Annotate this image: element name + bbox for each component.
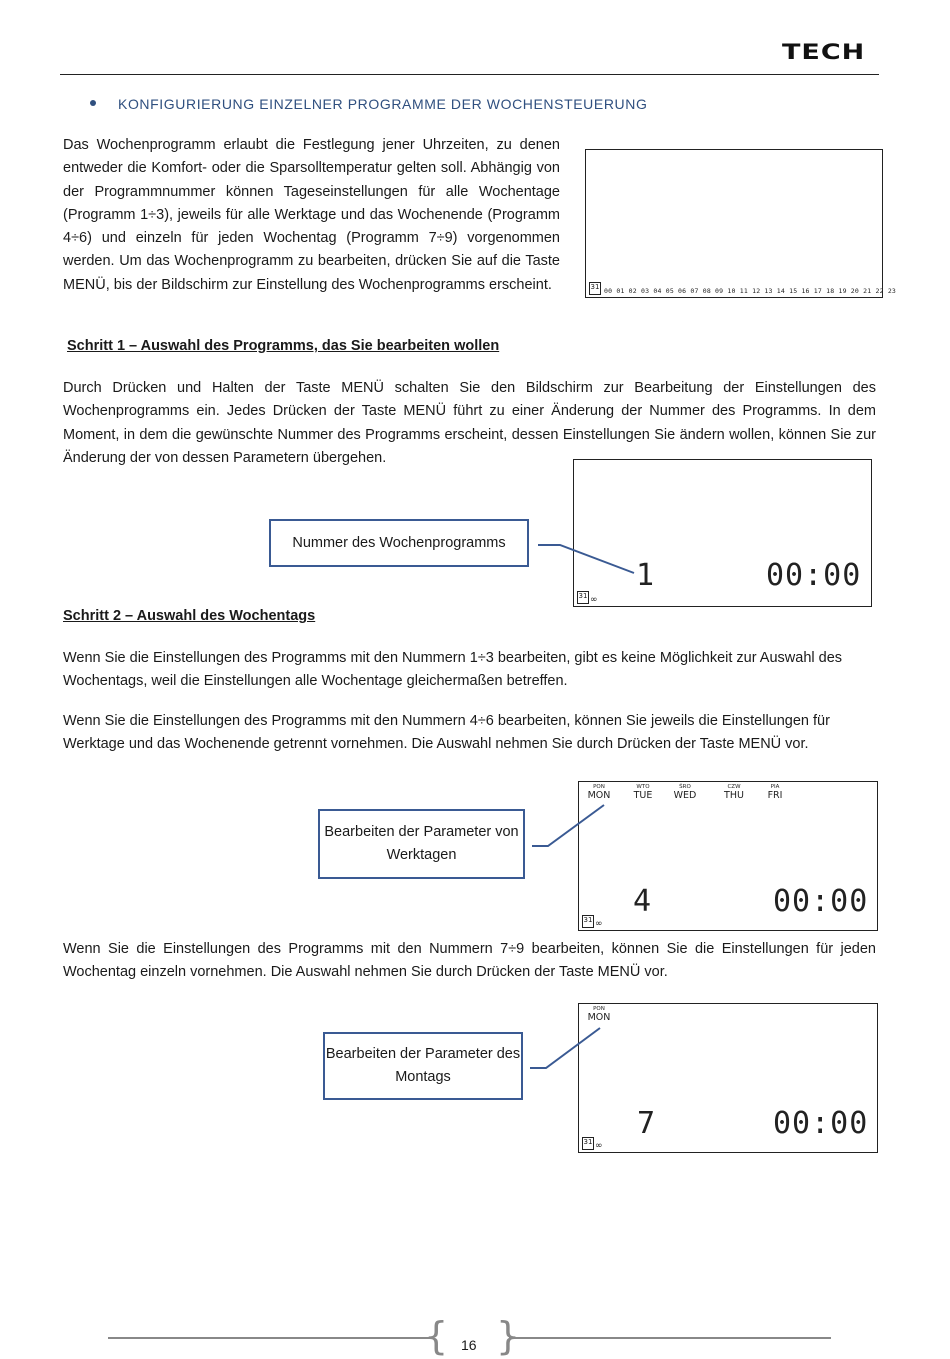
hour-scale: 00 01 02 03 04 05 06 07 08 09 10 11 12 13 14 15 16 17 18 19 20 21 22 23 [604,287,897,295]
program-number-digit: 4 [633,884,652,919]
day-fri: PIA FRI [767,784,783,801]
day-mon: PON MON [587,784,611,801]
section-heading-text: KONFIGURIERUNG EINZELNER PROGRAMME DER WOCHENSTEUERUNG [118,96,648,112]
calendar-icon: 31 [589,282,601,295]
connector-workdays [532,805,604,846]
lcd-time: 00:00 [766,558,862,593]
step1-paragraph: Durch Drücken und Halten der Taste MENÜ schalten Sie den Bildschirm zur Bearbeitung der Einstellungen des Wochenprogramms ein. Jedes Drücken der Taste MENÜ führt zu einer Änderung der Nummer des Programms. In dem Moment, in dem die gewünschte Nummer des Programms erscheint, dessen Einstellungen Sie ändern wollen, können Sie zur Änderung der von dessen Parametern übergehen. [63,380,876,466]
day-tue: WTO TUE [633,784,653,801]
infinity-icon: ∞ [590,595,598,605]
calendar-icon: 31 [577,591,589,604]
day-thu: CZW THU [724,784,744,801]
intro-paragraph: Das Wochenprogramm erlaubt die Festlegung jener Uhrzeiten, zu denen entweder die Komfort- oder die Sparsolltemperatur gelten soll. Abhängig von der Programmnummer können Tageseinstellungen für alle Wochentage (Programm 1÷3), jeweils für alle Werktage und das Wochenende (Programm 4÷6) und einzeln für jeden Wochentag (Programm 7÷9) vorgenommen werden. Um das Wochenprogramm zu bearbeiten, drücken Sie auf die Taste MENÜ, bis der Bildschirm zur Einstellung des Wochenprogramms erscheint. [63,137,560,293]
calendar-icon: 31 [582,1137,594,1150]
day-wed: ŚRO WED [673,784,697,801]
lcd-time: 00:00 [773,884,869,919]
step1-title: Schritt 1 – Auswahl des Programms, das Sie bearbeiten wollen [67,338,500,354]
connector-program-number [538,545,634,573]
callout-workdays-text: Bearbeiten der Parameter von Werktagen [324,824,519,863]
calendar-icon: 31 [582,915,594,928]
program-number-digit: 7 [637,1106,656,1141]
footer-line-right [509,1337,831,1339]
connector-monday [530,1028,600,1068]
right-brace-icon: } [496,1314,521,1358]
infinity-icon: ∞ [595,919,603,929]
step2-paragraph2: Wenn Sie die Einstellungen des Programms mit den Nummern 4÷6 bearbeiten, können Sie jeweils die Einstellungen für Werktage und das Wochenende getrennt vornehmen. Die Auswahl nehmen Sie durch Drücken der Taste MENÜ vor. [63,713,830,753]
program-number-digit: 1 [636,558,655,593]
step2-paragraph3: Wenn Sie die Einstellungen des Programms mit den Nummern 7÷9 bearbeiten, können Sie die Einstellungen für jeden Wochentag einzeln vornehmen. Die Auswahl nehmen Sie durch Drücken der Taste MENÜ vor. [63,941,876,981]
day-mon: PON MON [587,1006,611,1023]
lcd-time: 00:00 [773,1106,869,1141]
step2-title: Schritt 2 – Auswahl des Wochentags [63,608,316,624]
callout-monday-text: Bearbeiten der Parameter des Montags [325,1046,521,1085]
footer-line-left [108,1337,430,1339]
callout-program-number-text: Nummer des Wochenprogramms [292,534,506,551]
left-brace-icon: { [424,1314,449,1358]
step2-paragraph1: Wenn Sie die Einstellungen des Programms mit den Nummern 1÷3 bearbeiten, gibt es keine Möglichkeit zur Auswahl des Wochentags, weil die Einstellungen alle Wochentage gleichermaßen betreffen. [63,650,843,690]
tech-logo: TECH [782,40,866,65]
page-number: 16 [461,1337,477,1353]
infinity-icon: ∞ [595,1141,603,1151]
